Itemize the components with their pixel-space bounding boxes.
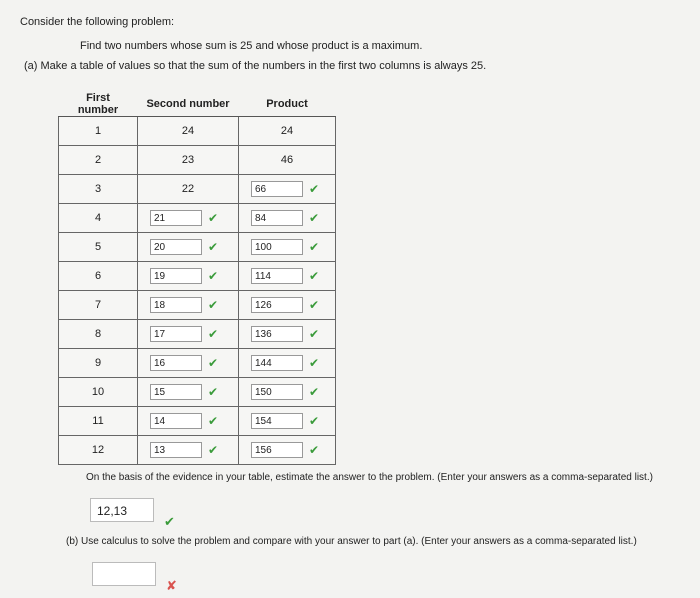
- second-input[interactable]: 21: [150, 210, 202, 226]
- header-first-number: First number: [59, 92, 138, 117]
- product-input[interactable]: 144: [251, 355, 303, 371]
- second-cell: [138, 175, 239, 204]
- second-cell: [138, 146, 239, 175]
- first-number-cell: 6: [59, 262, 138, 291]
- correct-check-icon: ✔: [208, 240, 219, 254]
- second-input-cell: [138, 262, 239, 291]
- product-input-cell: [239, 378, 336, 407]
- table-row: [59, 262, 336, 291]
- second-input-cell: [138, 436, 239, 465]
- header-product: Product: [239, 92, 336, 117]
- second-input[interactable]: 13: [150, 442, 202, 458]
- second-input[interactable]: 20: [150, 239, 202, 255]
- correct-check-icon: ✔: [208, 414, 219, 428]
- second-input[interactable]: 19: [150, 268, 202, 284]
- second-input-cell: [138, 349, 239, 378]
- part-a-instructions: (a) Make a table of values so that the sum of the numbers in the first two columns is always 25.: [24, 60, 487, 72]
- second-value: 24: [181, 125, 195, 137]
- estimate-answer-input[interactable]: 12,13: [90, 498, 154, 522]
- product-input-cell: [239, 291, 336, 320]
- incorrect-x-icon: ✘: [166, 578, 177, 593]
- second-input-cell: [138, 320, 239, 349]
- product-input[interactable]: 114: [251, 268, 303, 284]
- first-number-cell: 3: [59, 175, 138, 204]
- table-row: [59, 320, 336, 349]
- correct-check-icon: ✔: [309, 269, 320, 283]
- second-input[interactable]: 17: [150, 326, 202, 342]
- product-input-cell: [239, 436, 336, 465]
- second-input[interactable]: 16: [150, 355, 202, 371]
- product-value: 46: [280, 154, 294, 166]
- second-input-cell: [138, 233, 239, 262]
- product-input[interactable]: 136: [251, 326, 303, 342]
- second-value: 22: [181, 183, 195, 195]
- calculus-answer-input[interactable]: [92, 562, 156, 586]
- correct-check-icon: ✔: [208, 269, 219, 283]
- correct-check-icon: ✔: [164, 514, 175, 529]
- second-input[interactable]: 15: [150, 384, 202, 400]
- correct-check-icon: ✔: [208, 443, 219, 457]
- product-input[interactable]: 100: [251, 239, 303, 255]
- part-b-instructions: (b) Use calculus to solve the problem and compare with your answer to part (a). (Enter your answers as a comma-separated list.): [66, 536, 637, 547]
- product-input-cell: [239, 262, 336, 291]
- table-row: [59, 204, 336, 233]
- table-row: [59, 117, 336, 146]
- correct-check-icon: ✔: [208, 327, 219, 341]
- second-input[interactable]: 14: [150, 413, 202, 429]
- product-cell: [239, 117, 336, 146]
- product-input-cell: [239, 407, 336, 436]
- product-input-cell: [239, 204, 336, 233]
- product-value: 24: [280, 125, 294, 137]
- correct-check-icon: ✔: [208, 298, 219, 312]
- correct-check-icon: ✔: [309, 414, 320, 428]
- product-input[interactable]: 66: [251, 181, 303, 197]
- values-table: [58, 92, 336, 465]
- table-row: [59, 175, 336, 204]
- first-number-cell: 5: [59, 233, 138, 262]
- correct-check-icon: ✔: [208, 211, 219, 225]
- table-row: [59, 436, 336, 465]
- table-row: [59, 291, 336, 320]
- correct-check-icon: ✔: [309, 385, 320, 399]
- table-row: [59, 146, 336, 175]
- first-number-cell: 12: [59, 436, 138, 465]
- product-cell: [239, 146, 336, 175]
- first-number-cell: 9: [59, 349, 138, 378]
- table-row: [59, 378, 336, 407]
- first-number-cell: 11: [59, 407, 138, 436]
- second-value: 23: [181, 154, 195, 166]
- first-number-cell: 4: [59, 204, 138, 233]
- product-input[interactable]: 150: [251, 384, 303, 400]
- first-number-cell: 1: [59, 117, 138, 146]
- product-input[interactable]: 126: [251, 297, 303, 313]
- correct-check-icon: ✔: [208, 356, 219, 370]
- intro-text: Consider the following problem:: [20, 16, 175, 28]
- second-input[interactable]: 18: [150, 297, 202, 313]
- product-input-cell: [239, 320, 336, 349]
- product-input[interactable]: 154: [251, 413, 303, 429]
- correct-check-icon: ✔: [309, 356, 320, 370]
- correct-check-icon: ✔: [309, 240, 320, 254]
- header-second-number: Second number: [138, 92, 239, 117]
- table-row: [59, 407, 336, 436]
- second-input-cell: [138, 378, 239, 407]
- correct-check-icon: ✔: [309, 443, 320, 457]
- product-input-cell: [239, 349, 336, 378]
- estimate-instructions: On the basis of the evidence in your table, estimate the answer to the problem. (Enter your answers as a comma-separated list.): [86, 472, 653, 483]
- second-input-cell: [138, 407, 239, 436]
- first-number-cell: 8: [59, 320, 138, 349]
- table-row: [59, 233, 336, 262]
- product-input-cell: [239, 233, 336, 262]
- product-input-cell: [239, 175, 336, 204]
- second-input-cell: [138, 291, 239, 320]
- first-number-cell: 10: [59, 378, 138, 407]
- table-row: [59, 349, 336, 378]
- second-cell: [138, 117, 239, 146]
- first-number-cell: 7: [59, 291, 138, 320]
- correct-check-icon: ✔: [309, 211, 320, 225]
- product-input[interactable]: 156: [251, 442, 303, 458]
- first-number-cell: 2: [59, 146, 138, 175]
- correct-check-icon: ✔: [208, 385, 219, 399]
- correct-check-icon: ✔: [309, 327, 320, 341]
- product-input[interactable]: 84: [251, 210, 303, 226]
- correct-check-icon: ✔: [309, 298, 320, 312]
- second-input-cell: [138, 204, 239, 233]
- correct-check-icon: ✔: [309, 182, 320, 196]
- problem-statement: Find two numbers whose sum is 25 and whose product is a maximum.: [80, 40, 423, 52]
